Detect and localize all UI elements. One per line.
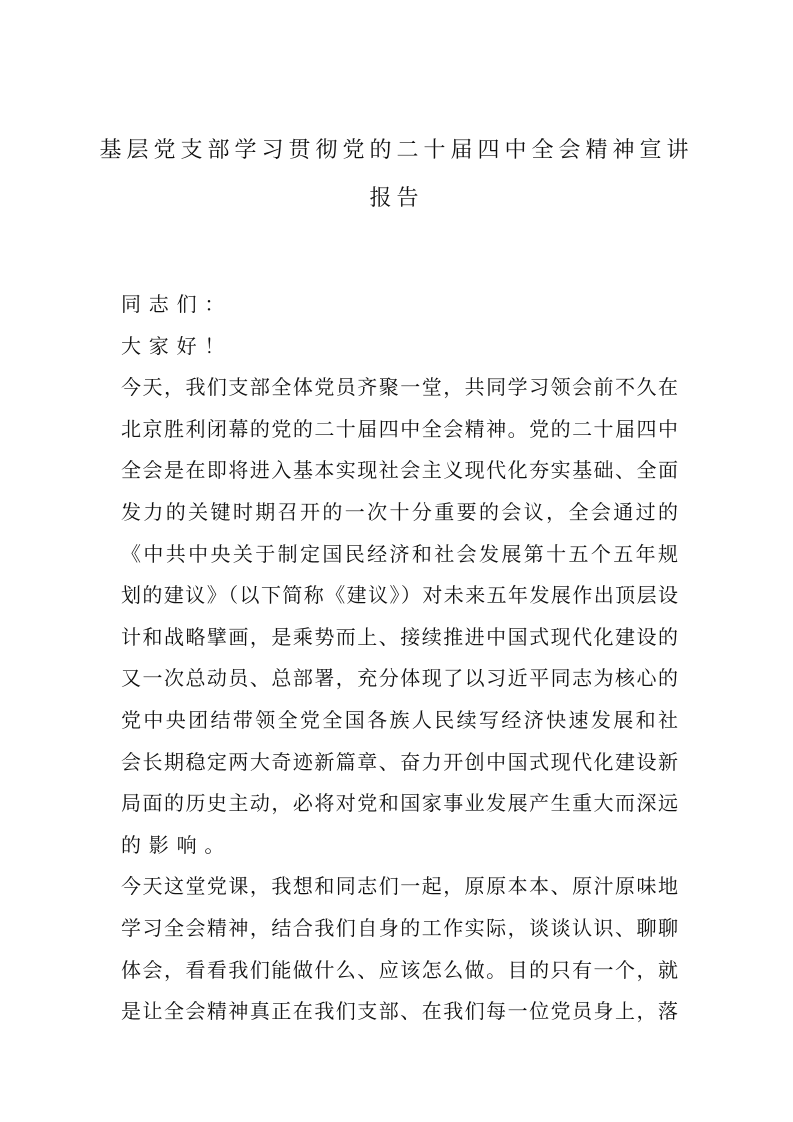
text-line: 划的建议》（以下简称《建议》）对未来五年发展作出顶层设: [121, 583, 678, 608]
text-line: 大家好！: [121, 333, 233, 358]
text-line: 发力的关键时期召开的一次十分重要的会议，全会通过的: [121, 499, 678, 524]
paragraph: [121, 284, 678, 326]
document-title-continued: 报告: [369, 186, 424, 211]
text-line: 今天，我们支部全体党员齐聚一堂，共同学习领会前不久在: [121, 375, 678, 400]
text-line: 今天这堂党课，我想和同志们一起，原原本本、原汁原味地: [121, 874, 678, 899]
document-title: 基层党支部学习贯彻党的二十届四中全会精神宣讲: [99, 138, 694, 163]
paragraph: [121, 866, 678, 1032]
text-line: 党中央团结带领全党全国各族人民续写经济快速发展和社: [121, 707, 678, 732]
text-line: 的影响。: [121, 832, 233, 857]
paragraph: [121, 367, 678, 866]
text-line: 北京胜利闭幕的党的二十届四中全会精神。党的二十届四中: [121, 416, 678, 441]
text-line: 《中共中央关于制定国民经济和社会发展第十五个五年规: [121, 541, 678, 566]
text-line: 又一次总动员、总部署，充分体现了以习近平同志为核心的: [121, 666, 678, 691]
text-line: 同志们：: [121, 292, 233, 316]
text-line: 体会，看看我们能做什么、应该怎么做。目的只有一个，就: [121, 957, 678, 982]
text-line: 全会是在即将进入基本实现社会主义现代化夯实基础、全面: [121, 458, 678, 483]
text-line: 学习全会精神，结合我们自身的工作实际，谈谈认识、聊聊: [121, 915, 678, 940]
text-line: 是让全会精神真正在我们支部、在我们每一位党员身上，落: [121, 999, 678, 1024]
text-line: 局面的历史主动，必将对党和国家事业发展产生重大而深远: [121, 791, 678, 816]
text-line: 会长期稳定两大奇迹新篇章、奋力开创中国式现代化建设新: [121, 749, 678, 774]
paragraph: [121, 326, 678, 368]
document-body: [121, 284, 678, 1033]
text-line: 计和战略擘画，是乘势而上、接续推进中国式现代化建设的: [121, 624, 678, 649]
